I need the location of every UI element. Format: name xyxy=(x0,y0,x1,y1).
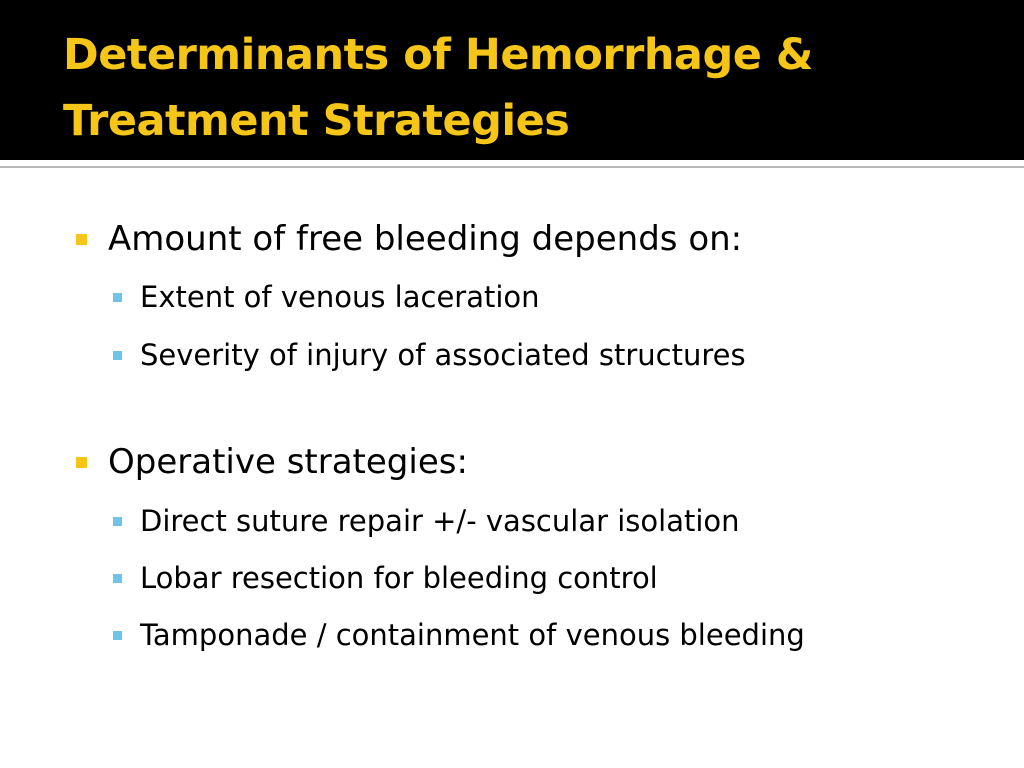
square-sub-bullet-icon xyxy=(113,351,122,360)
square-sub-bullet-icon xyxy=(113,517,122,526)
square-sub-bullet-icon xyxy=(113,293,122,302)
square-sub-bullet-icon xyxy=(113,574,122,583)
square-bullet-icon xyxy=(76,457,87,468)
sub-bullet-tamponade: Tamponade / containment of venous bleeding xyxy=(140,618,805,652)
title-divider xyxy=(0,166,1024,168)
title-bar xyxy=(0,0,1024,160)
square-sub-bullet-icon xyxy=(113,631,122,640)
slide-title: Determinants of Hemorrhage & Treatment Strategies xyxy=(63,30,813,146)
bullet-heading-operative: Operative strategies: xyxy=(108,442,468,482)
square-bullet-icon xyxy=(76,234,87,245)
sub-bullet-venous-laceration: Extent of venous laceration xyxy=(140,280,540,314)
sub-bullet-lobar-resection: Lobar resection for bleeding control xyxy=(140,561,658,595)
bullet-heading-bleeding: Amount of free bleeding depends on: xyxy=(108,219,743,259)
sub-bullet-associated-structures: Severity of injury of associated structures xyxy=(140,338,746,372)
sub-bullet-suture-repair: Direct suture repair +/- vascular isolation xyxy=(140,504,740,538)
